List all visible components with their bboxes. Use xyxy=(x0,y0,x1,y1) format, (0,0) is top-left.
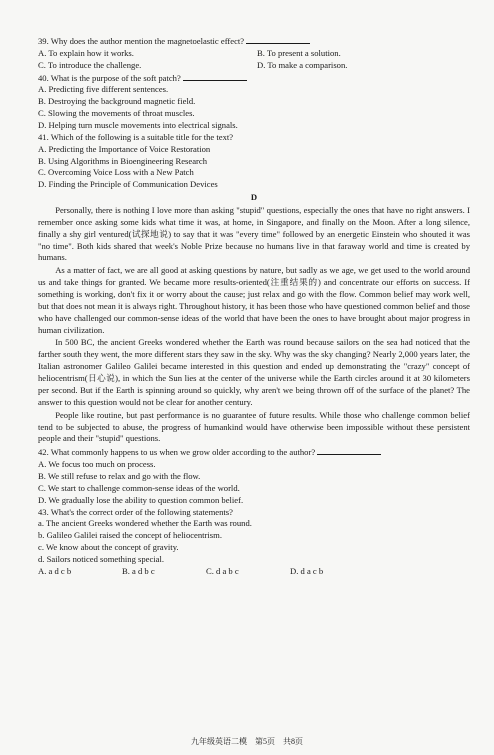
option-a: A. Predicting five different sentences. xyxy=(38,84,169,95)
question-stem: 43. What's the correct order of the following statements? xyxy=(38,506,233,517)
option-c: C. Slowing the movements of throat muscles. xyxy=(38,108,195,119)
page-footer: 九年级英语二模 第5页 共8页 xyxy=(191,737,303,746)
statement-b: b. Galileo Galilei raised the concept of heliocentrism. xyxy=(38,530,222,541)
answer-blank xyxy=(183,72,247,81)
answer-blank xyxy=(246,35,310,44)
question-43 xyxy=(38,507,470,519)
answer-blank xyxy=(317,446,381,455)
question-stem: 39. Why does the author mention the magnetoelastic effect? xyxy=(38,36,245,46)
section-heading: D xyxy=(250,192,258,203)
statement-c: c. We know about the concept of gravity. xyxy=(38,542,179,553)
option-c: C. We start to challenge common-sense ideas of the world. xyxy=(38,482,240,493)
option-d: D. d a c b xyxy=(290,565,324,576)
passage-paragraph-1: Personally, there is nothing I love more than asking "stupid" questions, especially the ones that have no right answers. I remember once asking some kids what time it was, at home, in Singapore, and finally on the Moon. After a long silence, finally a shy girl ventured(试探地说) to say that it was "every time" followed by an energetic Einstein who shouted it was "no time". Both kids shared that week's Noble Prize because no humans live in that faraway world and time is created by humans. xyxy=(38,205,470,263)
option-b: B. To present a solution. xyxy=(257,47,341,58)
option-b: B. a d b c xyxy=(122,565,155,576)
option-b: B. We still refuse to relax and go with the flow. xyxy=(38,470,201,481)
option-row xyxy=(38,60,470,72)
passage-paragraph-2: As a matter of fact, we are all good at asking questions by nature, but sadly as we age, we get used to the world around us and take things for granted. We became more results-oriented(注重结果的) and concentrate our efforts on success. If something is working, don't fix it or worry about the cause; just relax and go with the flow. Common belief may work well, but that does not mean it is always right. Throughout history, it has been those who have questioned common belief and those who have challenged our common-sense ideas of the world that have been the ones to have brought about major progress in human civilization. xyxy=(38,265,470,335)
page-content xyxy=(38,35,470,578)
option-a: A. To explain how it works. xyxy=(38,47,134,58)
option-c: C. To introduce the challenge. xyxy=(38,59,142,70)
option-row xyxy=(38,566,470,578)
option-row xyxy=(38,48,470,60)
statement-d: d. Sailors noticed something special. xyxy=(38,553,165,564)
option-b: B. Destroying the background magnetic field. xyxy=(38,96,196,107)
statement-a: a. The ancient Greeks wondered whether the Earth was round. xyxy=(38,518,252,529)
option-c: C. d a b c xyxy=(206,565,239,576)
option-c: C. Overcoming Voice Loss with a New Patch xyxy=(38,167,194,178)
question-40 xyxy=(38,72,470,85)
question-stem: 40. What is the purpose of the soft patch? xyxy=(38,72,181,83)
question-stem: 42. What commonly happens to us when we grow older according to the author? xyxy=(38,447,316,458)
option-a: A. We focus too much on process. xyxy=(38,459,156,470)
passage-paragraph-3: In 500 BC, the ancient Greeks wondered whether the Earth was round because sailors on the sea had noticed that the farther south they went, the more different stars they saw in the sky. Why was the sky changing? Nearly 2,000 years later, the Italian astronomer Galileo Galilei became interested in this question and ended up demonstrating the "crazy" concept of heliocentrism(日心说), in which the Sun lies at the center of the universe while the Earth circles around it at 30 kilometers per second. But if the Earth is spinning around so quickly, why aren't we being thrown off of the surface of the planet? The answer to this question would not be clear for another century. xyxy=(38,337,470,407)
option-a: A. a d c b xyxy=(38,565,72,576)
option-d: D. Helping turn muscle movements into electrical signals. xyxy=(38,120,238,131)
option-d: D. We gradually lose the ability to question common belief. xyxy=(38,494,244,505)
question-39 xyxy=(38,35,470,48)
question-stem: 41. Which of the following is a suitable title for the text? xyxy=(38,131,234,142)
option-d: D. To make a comparison. xyxy=(257,59,348,70)
question-41 xyxy=(38,132,470,144)
passage-paragraph-4: People like routine, but past performance is no guarantee of future results. While those who challenge common belief tend to be subjected to abuse, the progress of humankind would have otherwise been impossible without these persistent people and their "stupid" questions. xyxy=(38,409,470,444)
option-b: B. Using Algorithms in Bioengineering Research xyxy=(38,155,207,166)
option-d: D. Finding the Principle of Communication Devices xyxy=(38,179,218,190)
question-42 xyxy=(38,446,470,459)
option-a: A. Predicting the Importance of Voice Restoration xyxy=(38,143,211,154)
